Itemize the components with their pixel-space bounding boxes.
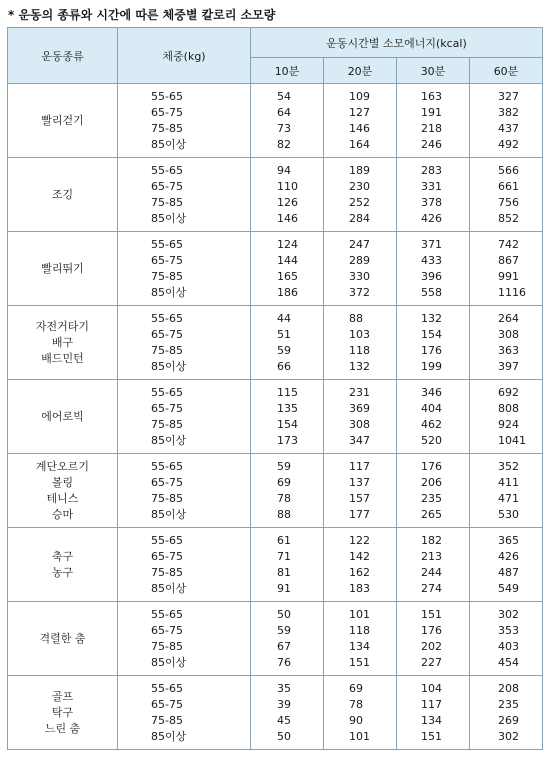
kcal-value: 365 bbox=[498, 533, 519, 547]
kcal-value: 382 bbox=[498, 105, 519, 119]
kcal-value: 397 bbox=[498, 359, 519, 373]
kcal-value: 162 bbox=[349, 565, 370, 579]
kcal-value: 61 bbox=[277, 533, 291, 547]
kcal-value: 487 bbox=[498, 565, 519, 579]
kcal-20min-cell bbox=[324, 454, 397, 528]
kcal-value: 127 bbox=[349, 105, 370, 119]
weight-range: 65-75 bbox=[151, 105, 183, 119]
weight-range: 65-75 bbox=[151, 327, 183, 341]
kcal-value: 363 bbox=[498, 343, 519, 357]
weight-cell bbox=[118, 380, 251, 454]
kcal-value: 426 bbox=[498, 549, 519, 563]
kcal-value: 118 bbox=[349, 623, 370, 637]
weight-range: 65-75 bbox=[151, 623, 183, 637]
table-row bbox=[8, 306, 543, 380]
kcal-value: 118 bbox=[349, 343, 370, 357]
kcal-value: 124 bbox=[277, 237, 298, 251]
kcal-value: 94 bbox=[277, 163, 291, 177]
kcal-value: 433 bbox=[421, 253, 442, 267]
kcal-value: 372 bbox=[349, 285, 370, 299]
exercise-name: 격렬한 춤 bbox=[39, 631, 86, 645]
exercise-cell bbox=[8, 232, 118, 306]
weight-range: 85이상 bbox=[151, 137, 187, 151]
exercise-name: 배드민턴 bbox=[41, 351, 84, 365]
kcal-10min-cell bbox=[251, 84, 324, 158]
weight-range: 65-75 bbox=[151, 475, 183, 489]
kcal-value: 142 bbox=[349, 549, 370, 563]
kcal-value: 289 bbox=[349, 253, 370, 267]
kcal-value: 134 bbox=[349, 639, 370, 653]
kcal-value: 154 bbox=[421, 327, 442, 341]
exercise-name: 승마 bbox=[51, 507, 74, 521]
kcal-value: 202 bbox=[421, 639, 442, 653]
kcal-value: 661 bbox=[498, 179, 519, 193]
kcal-value: 165 bbox=[277, 269, 298, 283]
kcal-value: 371 bbox=[421, 237, 442, 251]
kcal-60min-cell bbox=[470, 158, 543, 232]
kcal-value: 176 bbox=[421, 343, 442, 357]
kcal-20min-cell bbox=[324, 158, 397, 232]
weight-range: 55-65 bbox=[151, 89, 183, 103]
header-energy: 운동시간별 소모에너지(kcal) bbox=[251, 28, 543, 58]
kcal-value: 157 bbox=[349, 491, 370, 505]
kcal-20min-cell bbox=[324, 676, 397, 750]
kcal-value: 283 bbox=[421, 163, 442, 177]
kcal-value: 132 bbox=[349, 359, 370, 373]
kcal-value: 369 bbox=[349, 401, 370, 415]
kcal-60min-cell bbox=[470, 602, 543, 676]
kcal-value: 88 bbox=[277, 507, 291, 521]
kcal-value: 867 bbox=[498, 253, 519, 267]
weight-cell bbox=[118, 676, 251, 750]
kcal-value: 756 bbox=[498, 195, 519, 209]
weight-range: 55-65 bbox=[151, 533, 183, 547]
kcal-value: 151 bbox=[421, 729, 442, 743]
kcal-value: 411 bbox=[498, 475, 519, 489]
kcal-value: 1041 bbox=[498, 433, 526, 447]
weight-range: 75-85 bbox=[151, 269, 183, 283]
kcal-value: 44 bbox=[277, 311, 291, 325]
table-row bbox=[8, 602, 543, 676]
weight-range: 55-65 bbox=[151, 459, 183, 473]
kcal-10min-cell bbox=[251, 528, 324, 602]
kcal-value: 530 bbox=[498, 507, 519, 521]
kcal-value: 231 bbox=[349, 385, 370, 399]
kcal-value: 126 bbox=[277, 195, 298, 209]
kcal-value: 269 bbox=[498, 713, 519, 727]
kcal-value: 59 bbox=[277, 623, 291, 637]
kcal-value: 137 bbox=[349, 475, 370, 489]
kcal-value: 396 bbox=[421, 269, 442, 283]
kcal-value: 1116 bbox=[498, 285, 526, 299]
kcal-10min-cell bbox=[251, 306, 324, 380]
exercise-name: 자전거타기 bbox=[35, 319, 90, 333]
exercise-name: 골프 bbox=[51, 689, 74, 703]
kcal-10min-cell bbox=[251, 454, 324, 528]
weight-range: 85이상 bbox=[151, 507, 187, 521]
kcal-value: 176 bbox=[421, 623, 442, 637]
weight-range: 85이상 bbox=[151, 729, 187, 743]
kcal-value: 247 bbox=[349, 237, 370, 251]
kcal-value: 808 bbox=[498, 401, 519, 415]
kcal-60min-cell bbox=[470, 84, 543, 158]
kcal-value: 50 bbox=[277, 607, 291, 621]
weight-range: 55-65 bbox=[151, 163, 183, 177]
exercise-name: 느린 춤 bbox=[44, 721, 81, 735]
kcal-value: 73 bbox=[277, 121, 291, 135]
kcal-value: 91 bbox=[277, 581, 291, 595]
kcal-value: 117 bbox=[349, 459, 370, 473]
exercise-name: 볼링 bbox=[51, 475, 74, 489]
kcal-value: 122 bbox=[349, 533, 370, 547]
kcal-value: 404 bbox=[421, 401, 442, 415]
kcal-value: 213 bbox=[421, 549, 442, 563]
kcal-value: 199 bbox=[421, 359, 442, 373]
kcal-value: 566 bbox=[498, 163, 519, 177]
weight-range: 85이상 bbox=[151, 359, 187, 373]
table-row bbox=[8, 528, 543, 602]
table-body bbox=[8, 84, 543, 750]
weight-range: 75-85 bbox=[151, 491, 183, 505]
kcal-value: 115 bbox=[277, 385, 298, 399]
kcal-value: 437 bbox=[498, 121, 519, 135]
kcal-value: 54 bbox=[277, 89, 291, 103]
kcal-value: 403 bbox=[498, 639, 519, 653]
kcal-value: 218 bbox=[421, 121, 442, 135]
kcal-value: 69 bbox=[349, 681, 363, 695]
kcal-value: 82 bbox=[277, 137, 291, 151]
weight-range: 75-85 bbox=[151, 565, 183, 579]
kcal-30min-cell bbox=[397, 602, 470, 676]
kcal-value: 39 bbox=[277, 697, 291, 711]
exercise-cell bbox=[8, 602, 118, 676]
weight-cell bbox=[118, 158, 251, 232]
table-row bbox=[8, 84, 543, 158]
kcal-value: 71 bbox=[277, 549, 291, 563]
exercise-cell bbox=[8, 380, 118, 454]
header-30min: 30분 bbox=[397, 58, 470, 84]
kcal-60min-cell bbox=[470, 454, 543, 528]
table-row bbox=[8, 676, 543, 750]
kcal-value: 101 bbox=[349, 607, 370, 621]
kcal-30min-cell bbox=[397, 528, 470, 602]
kcal-30min-cell bbox=[397, 232, 470, 306]
kcal-value: 35 bbox=[277, 681, 291, 695]
kcal-20min-cell bbox=[324, 528, 397, 602]
kcal-30min-cell bbox=[397, 306, 470, 380]
kcal-value: 991 bbox=[498, 269, 519, 283]
kcal-value: 852 bbox=[498, 211, 519, 225]
kcal-value: 492 bbox=[498, 137, 519, 151]
weight-range: 65-75 bbox=[151, 253, 183, 267]
kcal-60min-cell bbox=[470, 380, 543, 454]
kcal-value: 88 bbox=[349, 311, 363, 325]
weight-range: 75-85 bbox=[151, 195, 183, 209]
exercise-name: 농구 bbox=[51, 565, 74, 579]
weight-range: 55-65 bbox=[151, 607, 183, 621]
kcal-30min-cell bbox=[397, 380, 470, 454]
weight-cell bbox=[118, 232, 251, 306]
weight-range: 85이상 bbox=[151, 581, 187, 595]
kcal-30min-cell bbox=[397, 676, 470, 750]
weight-range: 55-65 bbox=[151, 237, 183, 251]
kcal-value: 742 bbox=[498, 237, 519, 251]
weight-range: 55-65 bbox=[151, 311, 183, 325]
exercise-cell bbox=[8, 454, 118, 528]
kcal-value: 69 bbox=[277, 475, 291, 489]
kcal-value: 90 bbox=[349, 713, 363, 727]
kcal-value: 132 bbox=[421, 311, 442, 325]
exercise-name: 조깅 bbox=[51, 187, 74, 201]
table-row bbox=[8, 158, 543, 232]
kcal-value: 183 bbox=[349, 581, 370, 595]
page-title: * 운동의 종류와 시간에 따른 체중별 칼로리 소모량 bbox=[8, 8, 276, 22]
weight-cell bbox=[118, 306, 251, 380]
kcal-value: 117 bbox=[421, 697, 442, 711]
kcal-value: 331 bbox=[421, 179, 442, 193]
kcal-value: 549 bbox=[498, 581, 519, 595]
kcal-value: 454 bbox=[498, 655, 519, 669]
exercise-name: 축구 bbox=[51, 549, 74, 563]
weight-range: 65-75 bbox=[151, 401, 183, 415]
kcal-10min-cell bbox=[251, 676, 324, 750]
kcal-value: 558 bbox=[421, 285, 442, 299]
kcal-value: 146 bbox=[277, 211, 298, 225]
kcal-value: 284 bbox=[349, 211, 370, 225]
kcal-20min-cell bbox=[324, 84, 397, 158]
kcal-value: 352 bbox=[498, 459, 519, 473]
table-row bbox=[8, 232, 543, 306]
kcal-value: 163 bbox=[421, 89, 442, 103]
kcal-20min-cell bbox=[324, 380, 397, 454]
weight-range: 85이상 bbox=[151, 285, 187, 299]
table-row bbox=[8, 454, 543, 528]
kcal-value: 189 bbox=[349, 163, 370, 177]
weight-range: 75-85 bbox=[151, 343, 183, 357]
kcal-value: 81 bbox=[277, 565, 291, 579]
kcal-value: 520 bbox=[421, 433, 442, 447]
kcal-value: 462 bbox=[421, 417, 442, 431]
kcal-value: 164 bbox=[349, 137, 370, 151]
kcal-value: 64 bbox=[277, 105, 291, 119]
kcal-value: 103 bbox=[349, 327, 370, 341]
kcal-value: 347 bbox=[349, 433, 370, 447]
header-20min: 20분 bbox=[324, 58, 397, 84]
kcal-value: 353 bbox=[498, 623, 519, 637]
kcal-value: 471 bbox=[498, 491, 519, 505]
kcal-value: 59 bbox=[277, 343, 291, 357]
kcal-value: 206 bbox=[421, 475, 442, 489]
weight-cell bbox=[118, 602, 251, 676]
exercise-cell bbox=[8, 528, 118, 602]
weight-cell bbox=[118, 528, 251, 602]
kcal-value: 327 bbox=[498, 89, 519, 103]
weight-range: 75-85 bbox=[151, 417, 183, 431]
kcal-value: 230 bbox=[349, 179, 370, 193]
kcal-value: 186 bbox=[277, 285, 298, 299]
kcal-value: 135 bbox=[277, 401, 298, 415]
kcal-value: 173 bbox=[277, 433, 298, 447]
kcal-20min-cell bbox=[324, 232, 397, 306]
kcal-value: 264 bbox=[498, 311, 519, 325]
kcal-60min-cell bbox=[470, 306, 543, 380]
kcal-value: 191 bbox=[421, 105, 442, 119]
kcal-value: 154 bbox=[277, 417, 298, 431]
kcal-value: 78 bbox=[277, 491, 291, 505]
kcal-value: 208 bbox=[498, 681, 519, 695]
weight-range: 85이상 bbox=[151, 211, 187, 225]
kcal-30min-cell bbox=[397, 158, 470, 232]
exercise-name: 빨리뛰기 bbox=[41, 261, 84, 275]
exercise-name: 빨리걷기 bbox=[41, 113, 84, 127]
kcal-value: 308 bbox=[349, 417, 370, 431]
kcal-value: 182 bbox=[421, 533, 442, 547]
kcal-value: 302 bbox=[498, 607, 519, 621]
weight-cell bbox=[118, 84, 251, 158]
kcal-value: 692 bbox=[498, 385, 519, 399]
exercise-cell bbox=[8, 84, 118, 158]
exercise-cell bbox=[8, 676, 118, 750]
kcal-value: 151 bbox=[349, 655, 370, 669]
kcal-value: 78 bbox=[349, 697, 363, 711]
kcal-value: 101 bbox=[349, 729, 370, 743]
kcal-60min-cell bbox=[470, 676, 543, 750]
kcal-value: 346 bbox=[421, 385, 442, 399]
kcal-value: 244 bbox=[421, 565, 442, 579]
exercise-name: 에어로빅 bbox=[41, 409, 84, 423]
weight-range: 65-75 bbox=[151, 549, 183, 563]
kcal-value: 924 bbox=[498, 417, 519, 431]
kcal-value: 235 bbox=[498, 697, 519, 711]
kcal-value: 227 bbox=[421, 655, 442, 669]
kcal-value: 66 bbox=[277, 359, 291, 373]
weight-range: 75-85 bbox=[151, 713, 183, 727]
kcal-value: 51 bbox=[277, 327, 291, 341]
weight-range: 65-75 bbox=[151, 179, 183, 193]
kcal-value: 378 bbox=[421, 195, 442, 209]
weight-range: 55-65 bbox=[151, 681, 183, 695]
kcal-value: 252 bbox=[349, 195, 370, 209]
kcal-value: 265 bbox=[421, 507, 442, 521]
kcal-30min-cell bbox=[397, 84, 470, 158]
kcal-value: 308 bbox=[498, 327, 519, 341]
exercise-cell bbox=[8, 158, 118, 232]
calorie-table bbox=[7, 27, 543, 750]
weight-range: 75-85 bbox=[151, 639, 183, 653]
kcal-20min-cell bbox=[324, 306, 397, 380]
kcal-value: 76 bbox=[277, 655, 291, 669]
header-exercise: 운동종류 bbox=[8, 28, 118, 84]
weight-range: 55-65 bbox=[151, 385, 183, 399]
kcal-value: 104 bbox=[421, 681, 442, 695]
kcal-value: 176 bbox=[421, 459, 442, 473]
kcal-value: 302 bbox=[498, 729, 519, 743]
header-weight: 체중(kg) bbox=[118, 28, 251, 84]
kcal-value: 426 bbox=[421, 211, 442, 225]
weight-range: 65-75 bbox=[151, 697, 183, 711]
kcal-60min-cell bbox=[470, 232, 543, 306]
weight-range: 85이상 bbox=[151, 433, 187, 447]
kcal-value: 134 bbox=[421, 713, 442, 727]
kcal-value: 50 bbox=[277, 729, 291, 743]
kcal-value: 274 bbox=[421, 581, 442, 595]
kcal-value: 146 bbox=[349, 121, 370, 135]
kcal-value: 151 bbox=[421, 607, 442, 621]
kcal-value: 246 bbox=[421, 137, 442, 151]
table-row bbox=[8, 380, 543, 454]
exercise-name: 배구 bbox=[51, 335, 74, 349]
kcal-10min-cell bbox=[251, 602, 324, 676]
kcal-10min-cell bbox=[251, 232, 324, 306]
kcal-value: 177 bbox=[349, 507, 370, 521]
exercise-name: 계단오르기 bbox=[35, 459, 90, 473]
kcal-20min-cell bbox=[324, 602, 397, 676]
weight-range: 85이상 bbox=[151, 655, 187, 669]
kcal-value: 67 bbox=[277, 639, 291, 653]
kcal-10min-cell bbox=[251, 158, 324, 232]
kcal-value: 45 bbox=[277, 713, 291, 727]
kcal-value: 59 bbox=[277, 459, 291, 473]
exercise-name: 테니스 bbox=[46, 491, 79, 505]
exercise-name: 탁구 bbox=[51, 705, 74, 719]
weight-range: 75-85 bbox=[151, 121, 183, 135]
kcal-10min-cell bbox=[251, 380, 324, 454]
kcal-value: 110 bbox=[277, 179, 298, 193]
kcal-value: 235 bbox=[421, 491, 442, 505]
header-10min: 10분 bbox=[251, 58, 324, 84]
header-60min: 60분 bbox=[470, 58, 543, 84]
weight-cell bbox=[118, 454, 251, 528]
kcal-60min-cell bbox=[470, 528, 543, 602]
kcal-value: 109 bbox=[349, 89, 370, 103]
exercise-cell bbox=[8, 306, 118, 380]
kcal-30min-cell bbox=[397, 454, 470, 528]
kcal-value: 330 bbox=[349, 269, 370, 283]
kcal-value: 144 bbox=[277, 253, 298, 267]
